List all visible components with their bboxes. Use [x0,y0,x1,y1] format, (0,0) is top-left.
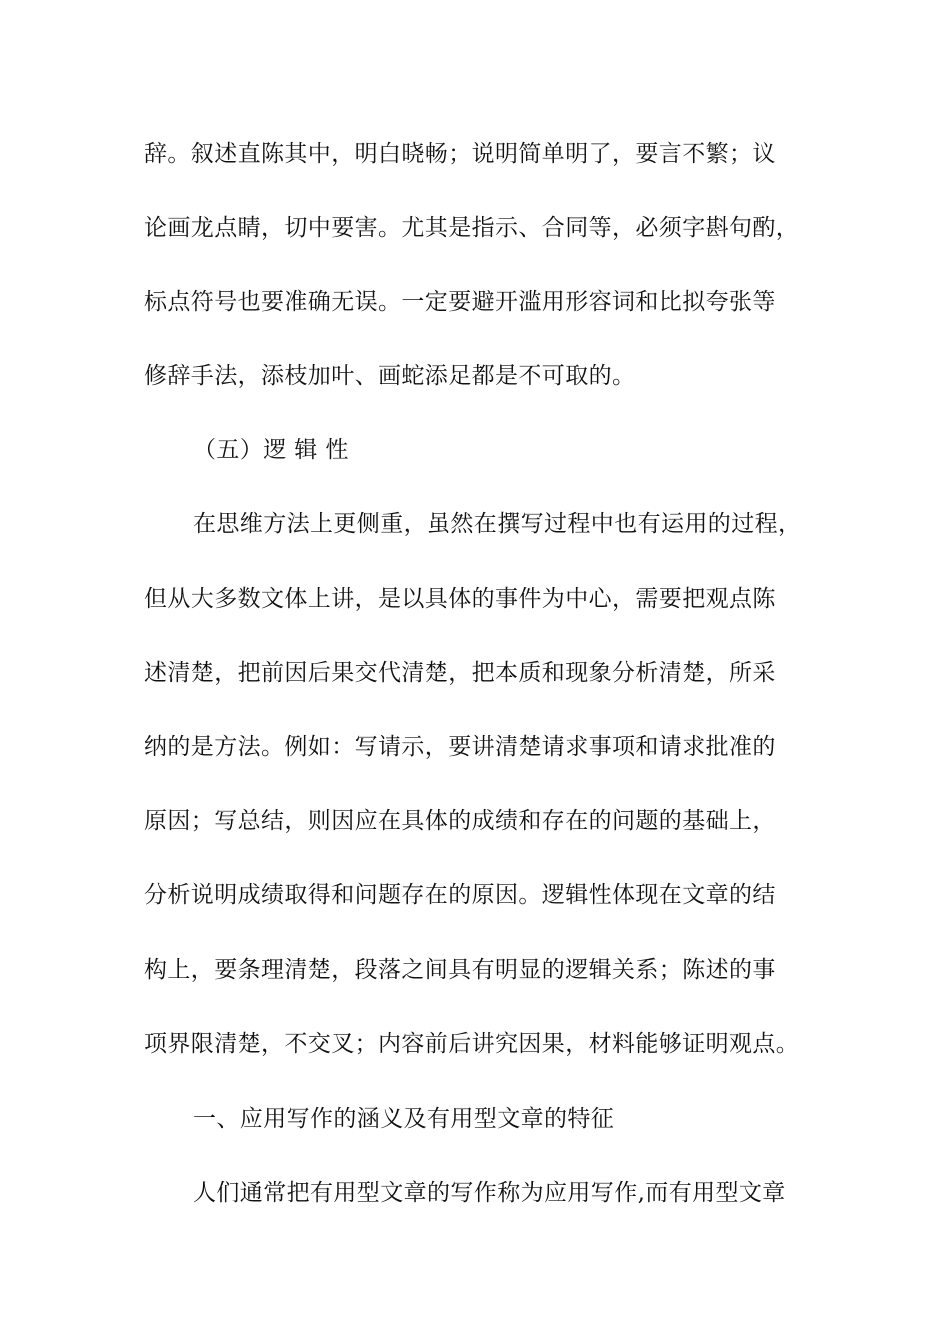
text-line: 构上，要条理清楚，段落之间具有明显的逻辑关系；陈述的事 [144,957,776,983]
text-line: 辞。叙述直陈其中，明白晓畅；说明简单明了，要言不繁；议 [144,141,776,167]
text-line: 原因；写总结，则因应在具体的成绩和存在的问题的基础上， [144,808,776,834]
text-line: 述清楚，把前因后果交代清楚，把本质和现象分析清楚，所采 [144,660,776,686]
section-heading: 一、应用写作的涵义及有用型文章的特征 [193,1106,615,1132]
paragraph-first-line: 在思维方法上更侧重，虽然在撰写过程中也有运用的过程， [193,511,802,537]
paragraph-first-line: 人们通常把有用型文章的写作称为应用写作,而有用型文章 [193,1180,786,1206]
text-line: 修辞手法，添枝加叶、画蛇添足都是不可取的。 [144,363,636,389]
text-line: 标点符号也要准确无误。一定要避开滥用形容词和比拟夸张等 [144,289,776,315]
text-line: 但从大多数文体上讲，是以具体的事件为中心，需要把观点陈 [144,586,776,612]
text-line: 纳的是方法。例如：写请示，要讲清楚请求事项和请求批准的 [144,734,776,760]
text-line: 论画龙点睛，切中要害。尤其是指示、合同等，必须字斟句酌， [144,215,800,241]
section-heading: （五）逻 辑 性 [193,437,349,463]
text-line: 项界限清楚，不交叉；内容前后讲究因果，材料能够证明观点。 [144,1031,800,1057]
text-line: 分析说明成绩取得和问题存在的原因。逻辑性体现在文章的结 [144,882,776,908]
